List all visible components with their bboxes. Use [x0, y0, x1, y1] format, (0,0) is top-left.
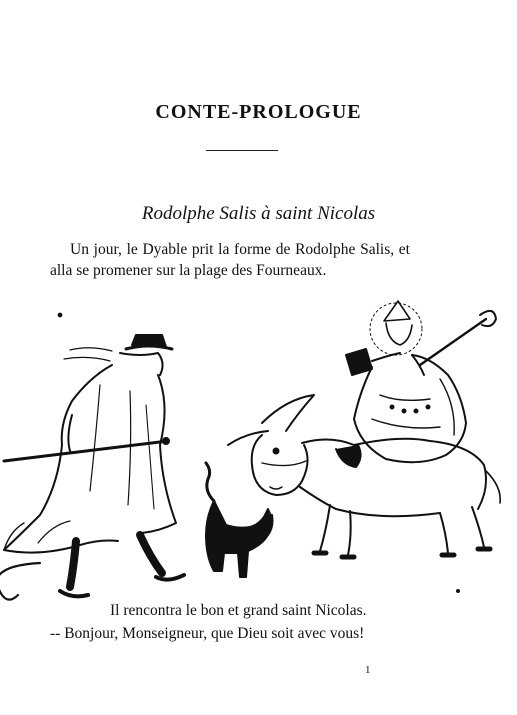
devil-figure-drawing	[0, 335, 184, 600]
engraving-illustration	[0, 295, 517, 625]
page-number: 1	[365, 664, 371, 676]
saint-nicolas-drawing	[336, 301, 496, 467]
black-cat-drawing	[206, 463, 273, 577]
page-title: CONTE-PROLOGUE	[155, 101, 362, 123]
opening-paragraph: Un jour, le Dyable prit la forme de Rodolphe Salis, et alla se promener sur la plage des Fourneaux.	[50, 241, 410, 279]
chapter-subtitle: Rodolphe Salis à saint Nicolas	[141, 203, 376, 224]
caption-line-1: Il rencontra le bon et grand saint Nicolas.	[110, 602, 367, 619]
title-rule	[206, 150, 278, 151]
caption-line-2: -- Bonjour, Monseigneur, que Dieu soit avec vous!	[50, 625, 365, 642]
